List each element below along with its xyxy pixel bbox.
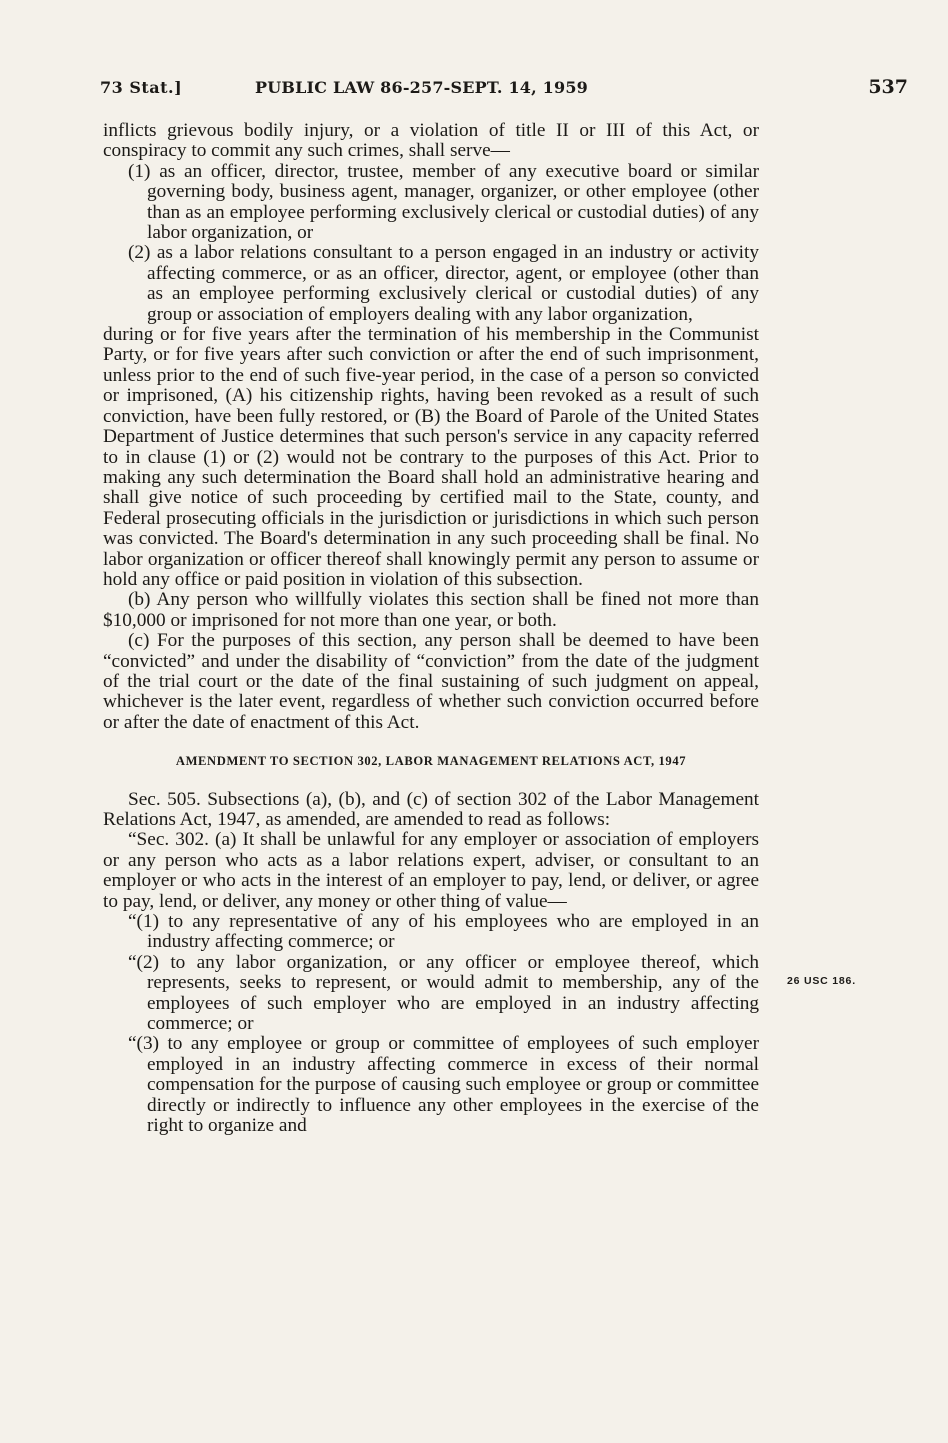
paragraph-during: during or for five years after the termination of his membership in the Communist Party, or for five years after such conviction or after the end of such imprisonment, unless prior to the end of such five-year period, in the case of a person so convicted or imprisoned, (A) his citizenship rights, having been revoked as a result of such conviction, have been fully restored, or (B) the Board of Parole of the United States Department of Justice determines that such person's service in any capacity referred to in clause (1) or (2) would not be contrary to the purposes of this Act. Prior to making any such determination the Board shall hold an administrative hearing and shall give notice of such proceeding by certified mail to the State, county, and Federal prosecuting officials in the jurisdiction or jurisdictions in which such person was convicted. The Board's determination in any such proceeding shall be final. No labor organization or officer thereof shall knowingly permit any person to assume or hold any office or paid position in violation of this subsection.: [103, 324, 759, 590]
page-header: [100, 76, 908, 100]
clause-302-3: “(3) to any employee or group or committee of employees of such employer employed in an industry affecting commerce in excess of their normal compensation for the purpose of causing such employee or group or committee directly or indirectly to influence any other employees in the exercise of the right to organize and: [128, 1033, 759, 1137]
body-text: [103, 121, 759, 1137]
clause-302-1: “(1) to any representative of any of his employees who are employed in an industry affecting commerce; or: [128, 911, 759, 953]
statute-volume: 73 Stat.]: [100, 78, 183, 97]
section-302-a: “Sec. 302. (a) It shall be unlawful for any employer or association of employers or any person who acts as a labor relations expert, adviser, or consultant to an employer or who acts in the interest of an employer to pay, lend, or deliver, or agree to pay, lend, or deliver, any money or other thing of value—: [103, 829, 759, 912]
margin-citation: 26 USC 186.: [787, 975, 856, 987]
subsection-c: (c) For the purposes of this section, any person shall be deemed to have been “convicted” and under the disability of “conviction” from the date of the judgment of the trial court or the date of the final sustaining of such judgment on appeal, whichever is the later event, regardless of whether such conviction occurred before or after the date of enactment of this Act.: [103, 630, 759, 733]
clause-302-2: “(2) to any labor organization, or any officer or employee thereof, which represents, seeks to represent, or would admit to membership, any of the employees of such employer who are employed in an industry affecting commerce; or: [128, 951, 759, 1035]
section-heading: AMENDMENT TO SECTION 302, LABOR MANAGEMENT RELATIONS ACT, 1947: [175, 754, 687, 769]
running-title: PUBLIC LAW 86-257-SEPT. 14, 1959: [255, 78, 589, 97]
clause-1: (1) as an officer, director, trustee, member of any executive board or similar governing body, business agent, manager, organizer, or other employee (other than as an employee performing exclusively clerical or custodial duties) of any labor organization, or: [128, 160, 759, 244]
subsection-b: (b) Any person who willfully violates this section shall be fined not more than $10,000 or imprisoned for not more than one year, or both.: [103, 589, 759, 631]
clause-2: (2) as a labor relations consultant to a person engaged in an industry or activity affecting commerce, or as an officer, director, agent, or employee (other than as an employee performing exclusively clerical or custodial duties) of any group or association of employers dealing with any labor organization,: [128, 242, 759, 325]
page-number: 537: [868, 76, 908, 98]
paragraph-continuation: inflicts grievous bodily injury, or a violation of title II or III of this Act, or conspiracy to commit any such crimes, shall serve—: [103, 120, 759, 162]
section-505: Sec. 505. Subsections (a), (b), and (c) of section 302 of the Labor Management Relations Act, 1947, as amended, are amended to read as follows:: [103, 788, 759, 830]
